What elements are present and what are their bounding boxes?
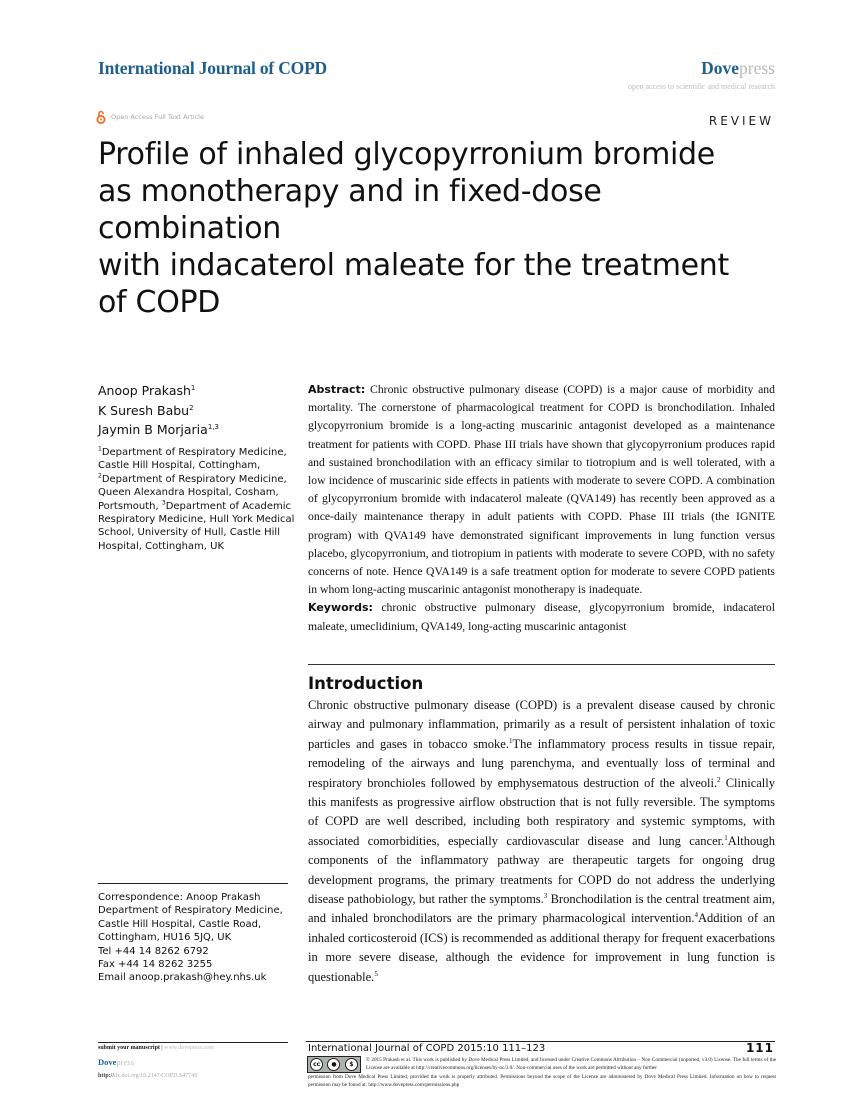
- open-access-label: Open Access Full Text Article: [111, 113, 204, 121]
- citation-ref[interactable]: 1: [508, 736, 513, 745]
- correspondence-fax: Fax +44 14 8262 3255: [98, 959, 213, 971]
- footer-divider-right: [306, 1041, 775, 1042]
- keywords: [308, 599, 775, 635]
- page-number: 111: [745, 1041, 774, 1055]
- abstract-text: Chronic obstructive pulmonary disease (COPD) is a major cause of morbidity and mortality. The cornerstone of pharmacological treatment for COPD is bronchodilation. Inhaled glycopyrronium bromide is a long-acting muscarinic antagonist developed as a maintenance treatment for patients with COPD. Phase III trials have shown that glycopyrronium produces rapid and sustained bronchodilation with an efficacy similar to tiotropium and is well tolerated, with a low incidence of muscarinic side effects in patients with moderate to severe COPD. A combination of glycopyrronium bromide with indacaterol maleate (QVA149) has recently been approved as a once-daily maintenance therapy in adult patients with COPD. Phase III trials (the IGNITE program) with QVA149 have demonstrated significant improvements in lung function versus placebo, glycopyrronium, and tiotropium in patients with moderate to severe COPD, with no safety concerns of note. Hence QVA149 is a safe treatment option for moderate to severe COPD patients in whom long-acting muscarinic antagonist monotherapy is inadequate.: [308, 383, 775, 597]
- title-line: Profile of inhaled glycopyrronium bromide: [98, 137, 715, 172]
- publisher-logo[interactable]: [701, 58, 775, 79]
- paper-title: [98, 136, 758, 321]
- correspondence-block: [98, 891, 298, 985]
- abstract: [308, 381, 775, 599]
- journal-citation: International Journal of COPD 2015:10 111–123: [308, 1043, 546, 1054]
- submit-manuscript: submit your manuscript | www.dovepress.com: [98, 1045, 215, 1051]
- non-commercial-icon: $: [345, 1058, 358, 1071]
- submit-label: submit your manuscript: [98, 1045, 160, 1051]
- creative-commons-badge[interactable]: [307, 1056, 361, 1073]
- title-line: with indacaterol maleate for the treatment: [98, 248, 729, 283]
- by-attribution-icon: ●: [327, 1058, 340, 1071]
- keywords-label: Keywords:: [308, 601, 373, 615]
- affiliations: $^1$Department of Respiratory Medicine, Castle Hill Hospital, Cottingham, $^2$Department of Respiratory Medicine, Queen Alexandra Hospital, Cosham, Portsmouth, $^3$Department of Academic Respiratory Medicine, Hull York Medical School, University of Hull, Castle Hill Hospital, Cottingham, UK: [98, 445, 295, 552]
- section-divider: [308, 664, 775, 665]
- correspondence-line: Cottingham, HU16 5JQ, UK: [98, 932, 232, 944]
- article-type-label: REVIEW: [708, 114, 774, 128]
- journal-title: International Journal of COPD: [98, 58, 327, 78]
- abstract-block: [308, 381, 775, 636]
- footer-publisher-logo[interactable]: Dovepress: [98, 1057, 134, 1067]
- correspondence-line: Correspondence: Anoop Prakash: [98, 892, 261, 903]
- correspondence-line: Department of Respiratory Medicine,: [98, 905, 283, 917]
- publisher-logo-press: press: [739, 58, 775, 78]
- correspondence-phone: Tel +44 14 8262 6792: [98, 945, 209, 957]
- title-line: of COPD: [98, 285, 221, 320]
- author: K Suresh Babu$^2$: [98, 402, 194, 418]
- author: Anoop Prakash$^1$: [98, 383, 196, 398]
- introduction-body: Chronic obstructive pulmonary disease (COPD) is a prevalent disease caused by chronic airway and pulmonary inflammation, primarily as a result of persistent inhalation of toxic particles and gases in tobacco smoke.$^1$The inflammatory process results in tissue repair, remodeling of the airways and lung parenchyma, and eventually loss of terminal and respiratory bronchioles followed by emphysematous destruction of the alveoli.$^2$ Clinically this manifests as progressive airflow obstruction that is not fully reversible. The symptoms of COPD are well described, including both respiratory and systemic symptoms, with associated comorbidities, especially cardiovascular disease and lung cancer.$^1$Although components of the inflammatory pathway are therapeutic targets for ongoing drug development programs, the primary treatments for COPD do not address the underlying disease pathobiology, but rather the symptoms.$^3$ Bronchodilation is the central treatment aim, and inhaled bronchodilators are the primary pharmacological intervention.$^4$Addition of an inhaled corticosteroid (ICS) is recommended as additional therapy for frequent exacerbations in more severe disease, although the evidence for improvement in lung function is questionable.$^5$: [308, 698, 775, 984]
- open-access-row: [96, 110, 204, 124]
- citation-ref[interactable]: 1: [724, 833, 728, 842]
- submit-link[interactable]: www.dovepress.com: [164, 1045, 215, 1051]
- author-list: [98, 381, 219, 440]
- citation-ref[interactable]: 4: [694, 911, 698, 920]
- keywords-text: chronic obstructive pulmonary disease, glycopyrronium bromide, indacaterol maleate, umeclidinium, QVA149, long-acting muscarinic antagonist: [308, 601, 775, 633]
- doi-link[interactable]: http://dx.doi.org/10.2147/COPD.S47749: [98, 1073, 198, 1079]
- publisher-tagline: open access to scientific and medical research: [627, 82, 775, 91]
- correspondence-divider: [98, 883, 288, 884]
- footer-divider-left: [98, 1042, 288, 1043]
- publisher-logo-dove: Dove: [701, 58, 740, 78]
- abstract-label: Abstract:: [308, 383, 366, 396]
- cc-icon: cc: [310, 1058, 323, 1071]
- citation-ref[interactable]: 5: [374, 969, 378, 978]
- section-heading-introduction: Introduction: [308, 674, 424, 693]
- correspondence-email[interactable]: Email anoop.prakash@hey.nhs.uk: [98, 972, 267, 984]
- citation-ref[interactable]: 2: [717, 775, 721, 784]
- citation-ref[interactable]: 3: [543, 891, 548, 900]
- open-access-lock-icon: [96, 110, 106, 124]
- license-text-continued: permission from Dove Medical Press Limited, provided the work is properly attributed. Permissions beyond the scope of the License are administered by Dove Medical Press Limited. Information on how to request permission may be found at: http://www.dovepress.com/permissions.php: [308, 1074, 776, 1089]
- correspondence-line: Castle Hill Hospital, Castle Road,: [98, 918, 262, 930]
- author: Jaymin B Morjaria$^{1,3}$: [98, 422, 219, 437]
- license-text: © 2015 Prakash et al. This work is published by Dove Medical Press Limited, and licensed under Creative Commons Attribution – Non Commercial (unported, v3.0) License. The full terms of the License are available at http://creativecommons.org/licenses/by-nc/3.0/. Non-commercial uses of the work are permitted without any further: [366, 1057, 776, 1072]
- title-line: as monotherapy and in fixed-dose combination: [98, 174, 602, 246]
